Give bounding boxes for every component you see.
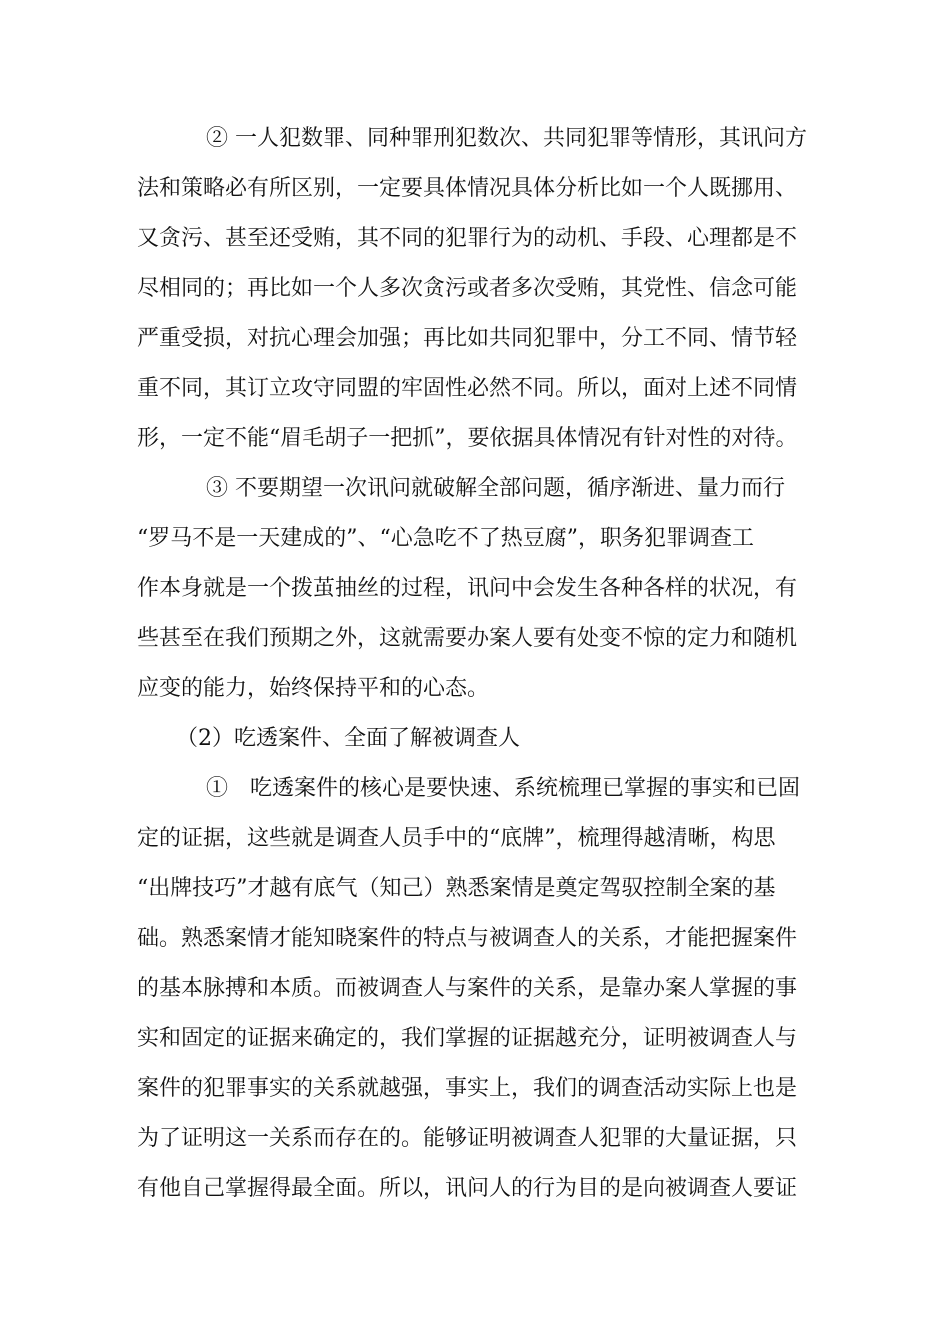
text-line: 形，一定不能“眉毛胡子一把抓”，要依据具体情况有针对性的对待。	[137, 426, 798, 451]
text-line: 定的证据，这些就是调查人员手中的“底牌”，梳理得越清晰，构思	[137, 826, 776, 851]
text-line: 些甚至在我们预期之外，这就需要办案人要有处变不惊的定力和随机	[137, 626, 798, 651]
text-line: 的基本脉搏和本质。而被调查人与案件的关系，是靠办案人掌握的事	[137, 976, 798, 1001]
text-line: 案件的犯罪事实的关系就越强，事实上，我们的调查活动实际上也是	[137, 1076, 798, 1101]
text-line: ① 吃透案件的核心是要快速、系统梳理已掌握的事实和已固	[206, 776, 801, 801]
text-line: 又贪污、甚至还受贿，其不同的犯罪行为的动机、手段、心理都是不	[137, 226, 798, 251]
section-heading: （2）吃透案件、全面了解被调查人	[176, 726, 520, 751]
text-line: 尽相同的；再比如一个人多次贪污或者多次受贿，其党性、信念可能	[137, 276, 798, 301]
text-line: 重不同，其订立攻守同盟的牢固性必然不同。所以，面对上述不同情	[137, 376, 798, 401]
text-line: 应变的能力，始终保持平和的心态。	[137, 676, 490, 701]
text-line: 有他自己掌握得最全面。所以，讯问人的行为目的是向被调查人要证	[137, 1176, 798, 1201]
text-line: ③ 不要期望一次讯问就破解全部问题，循序渐进、量力而行	[206, 476, 785, 501]
text-line: 法和策略必有所区别，一定要具体情况具体分析比如一个人既挪用、	[137, 176, 798, 201]
text-line: 实和固定的证据来确定的，我们掌握的证据越充分，证明被调查人与	[137, 1026, 798, 1051]
text-line: 为了证明这一关系而存在的。能够证明被调查人犯罪的大量证据，只	[137, 1126, 798, 1151]
text-line: 础。熟悉案情才能知晓案件的特点与被调查人的关系，才能把握案件	[137, 926, 798, 951]
text-line: “罗马不是一天建成的”、“心急吃不了热豆腐”，职务犯罪调查工	[137, 526, 754, 551]
text-line: 作本身就是一个拨茧抽丝的过程，讯问中会发生各种各样的状况，有	[137, 576, 798, 601]
text-line: 严重受损，对抗心理会加强；再比如共同犯罪中，分工不同、情节轻	[137, 326, 798, 351]
text-line: ② 一人犯数罪、同种罪刑犯数次、共同犯罪等情形，其讯问方	[206, 126, 807, 151]
text-line: “出牌技巧”才越有底气（知己）熟悉案情是奠定驾驭控制全案的基	[137, 876, 776, 901]
